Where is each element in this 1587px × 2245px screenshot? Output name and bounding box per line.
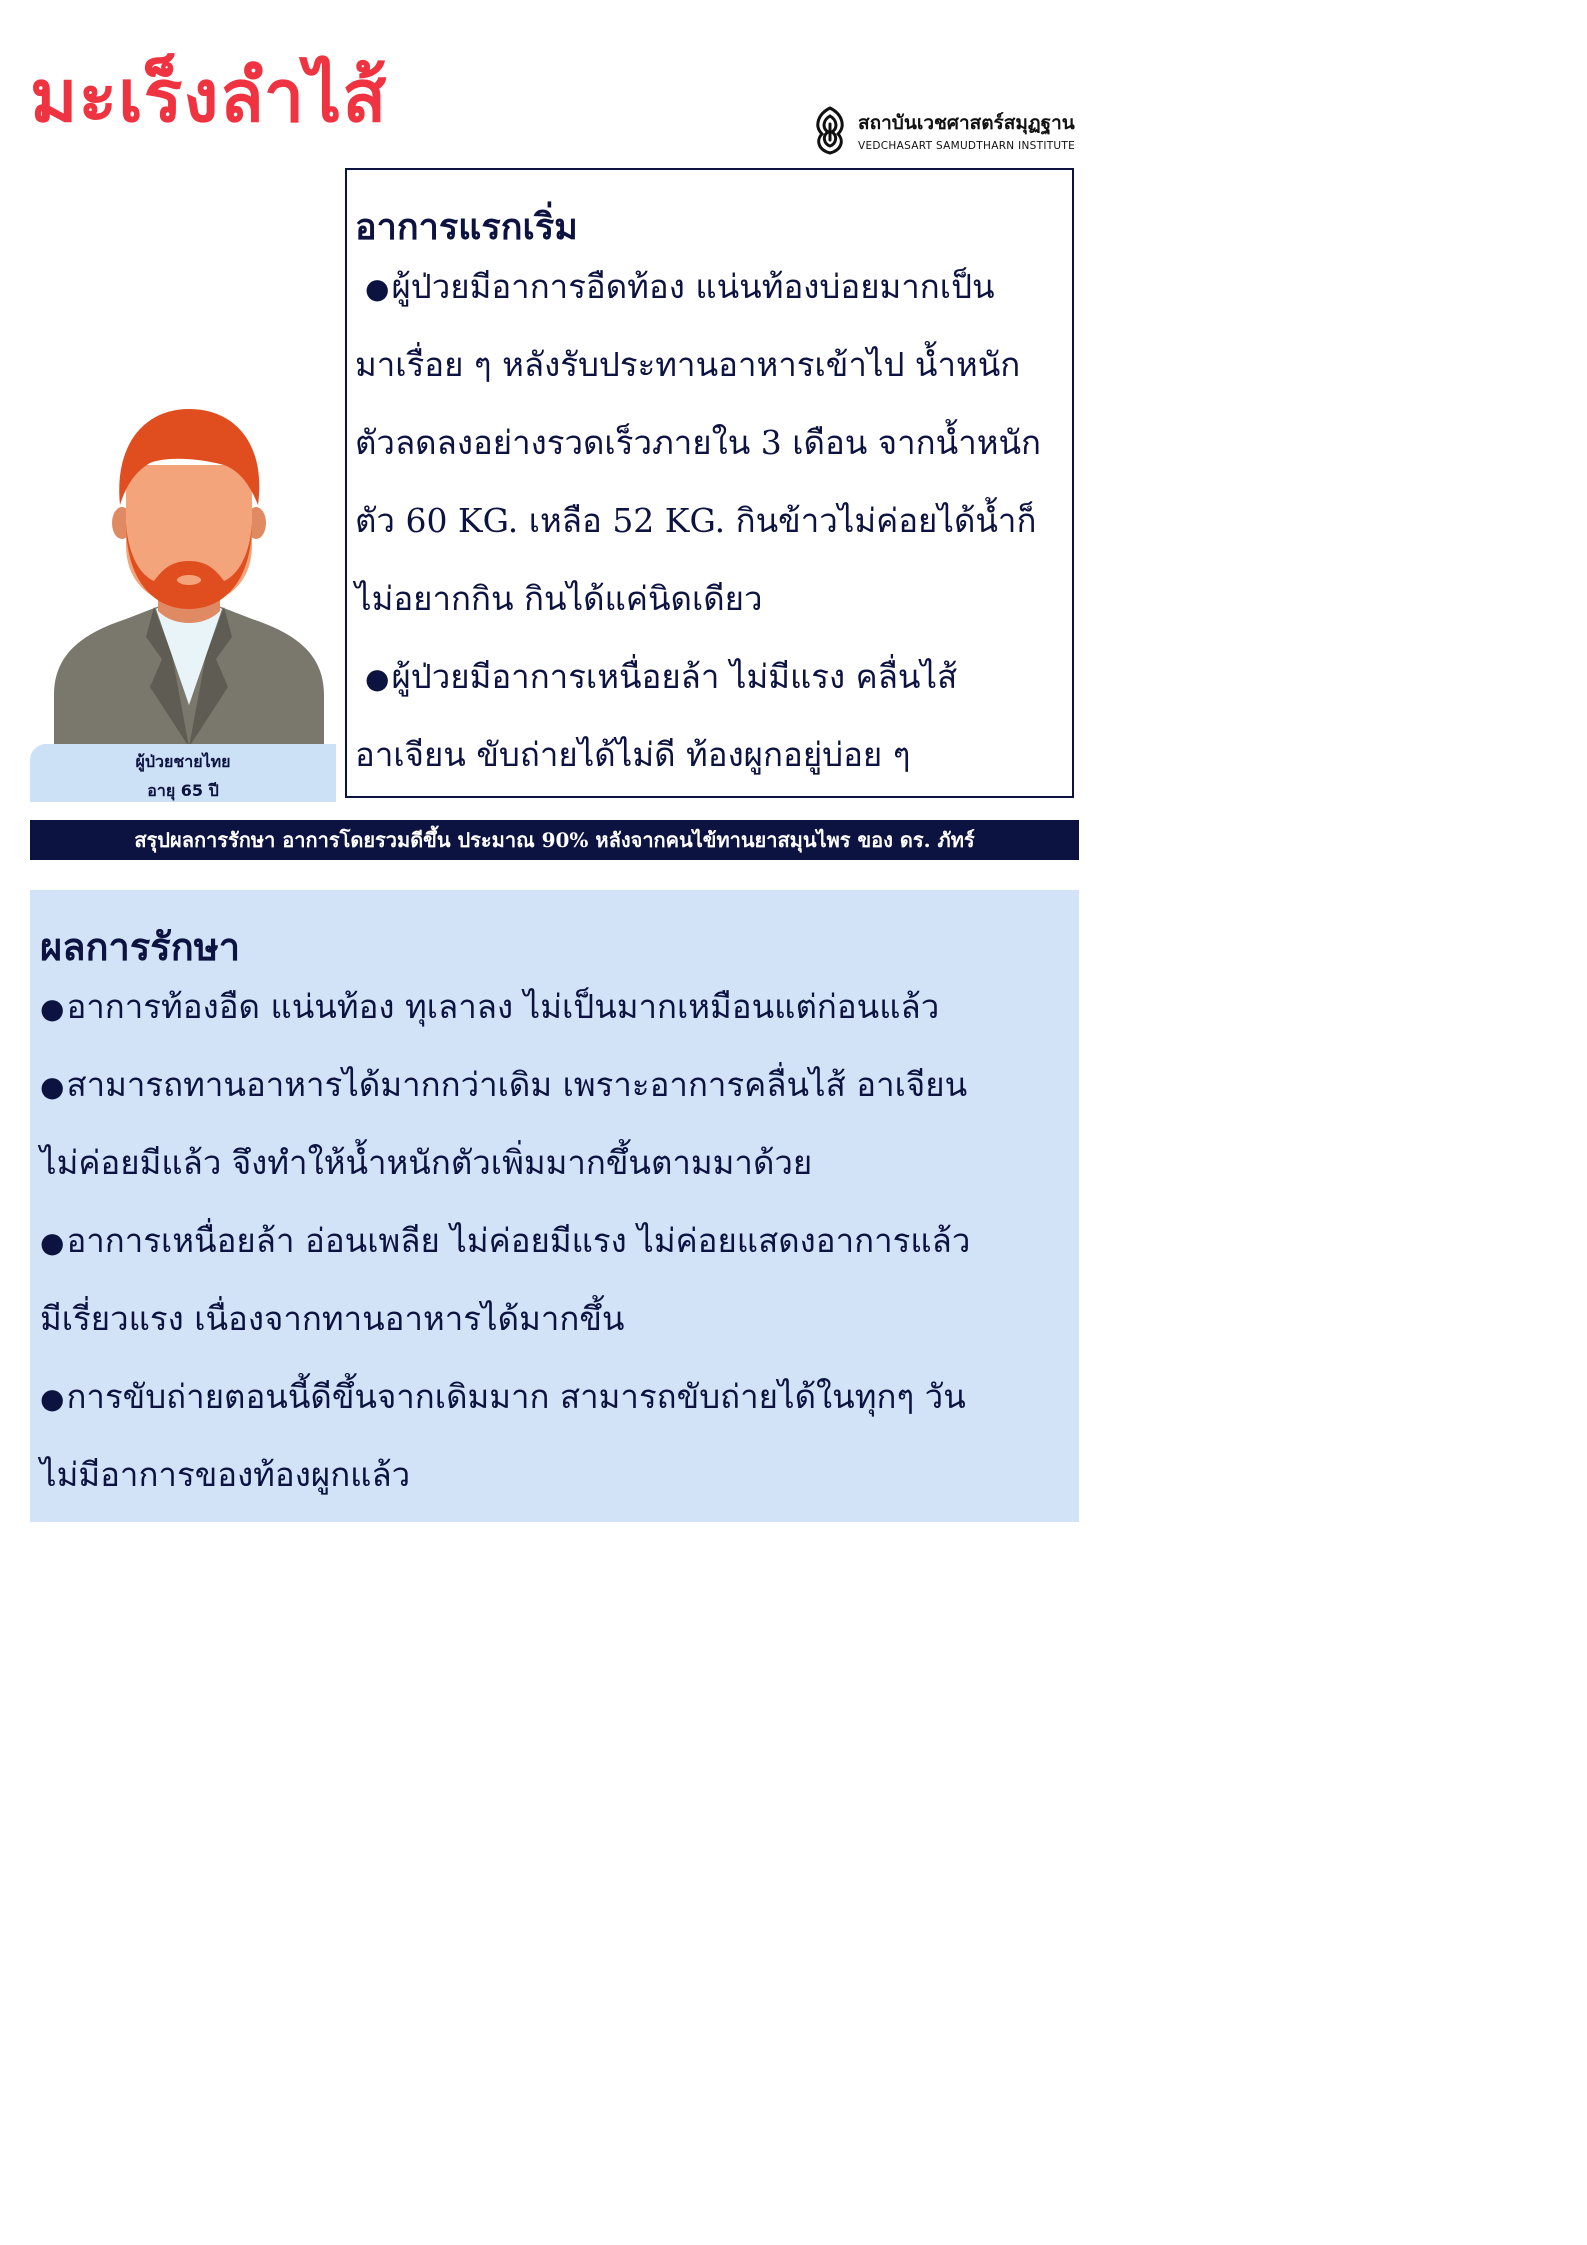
treatment-summary-bar: สรุปผลการรักษา อาการโดยรวมดีขึ้น ประมาณ 90% หลังจากคนไข้ทานยาสมุนไพร ของ ดร. ภัทร์: [30, 820, 1079, 860]
result-text: อาการเหนื่อยล้า อ่อนเพลีย ไม่ค่อยมีแรง ไม่ค่อยแสดงอาการแล้ว: [66, 1221, 971, 1260]
symptom-text: อาเจียน ขับถ่ายได้ไม่ดี ท้องผูกอยู่บ่อย ๆ: [355, 735, 911, 774]
page-title: มะเร็งลำไส้: [30, 54, 388, 138]
bullet-icon: ●: [365, 662, 390, 695]
bullet-icon: ●: [40, 992, 65, 1025]
patient-avatar: [54, 405, 324, 747]
result-text: มีเรี่ยวแรง เนื่องจากทานอาหารได้มากขึ้น: [40, 1299, 625, 1338]
patient-description: ผู้ป่วยชายไทย: [135, 752, 231, 771]
symptom-line: [355, 416, 1041, 469]
bullet-icon: ●: [365, 272, 390, 305]
symptom-text: ไม่อยากกิน กินได้แค่นิดเดียว: [355, 579, 763, 618]
symptom-line: [355, 572, 763, 625]
institute-logo: [808, 104, 1075, 156]
symptom-text: มาเรื่อย ๆ หลังรับประทานอาหารเข้าไป น้ำหนัก: [355, 345, 1021, 384]
symptom-line: [355, 494, 1036, 547]
treatment-results-panel: [30, 890, 1079, 1522]
institute-logo-icon: [808, 104, 852, 156]
result-line: [40, 1214, 970, 1267]
result-text: อาการท้องอืด แน่นท้อง ทุเลาลง ไม่เป็นมากเหมือนแต่ก่อนแล้ว: [66, 987, 940, 1026]
symptom-text: ผู้ป่วยมีอาการอืดท้อง แน่นท้องบ่อยมากเป็น: [391, 267, 995, 306]
symptom-line: [365, 260, 995, 313]
symptom-line: [365, 650, 957, 703]
symptom-text: ตัว 60 KG. เหลือ 52 KG. กินข้าวไม่ค่อยได้น้ำก็: [355, 501, 1037, 540]
result-line: [40, 1292, 624, 1345]
result-text: สามารถทานอาหารได้มากกว่าเดิม เพราะอาการคลื่นไส้ อาเจียน: [66, 1065, 968, 1104]
institute-name-english: VEDCHASART SAMUDTHARN INSTITUTE: [858, 140, 1076, 152]
symptoms-heading: อาการแรกเริ่ม: [355, 206, 578, 248]
result-text: ไม่มีอาการของท้องผูกแล้ว: [40, 1455, 411, 1494]
result-line: [40, 1448, 410, 1501]
result-text: การขับถ่ายตอนนี้ดีขึ้นจากเดิมมาก สามารถขับถ่ายได้ในทุกๆ วัน: [66, 1377, 966, 1416]
avatar-mouth: [177, 575, 201, 585]
result-text: ไม่ค่อยมีแล้ว จึงทำให้น้ำหนักตัวเพิ่มมากขึ้นตามมาด้วย: [40, 1143, 813, 1182]
patient-age: อายุ 65 ปี: [147, 781, 219, 800]
symptom-line: [355, 728, 910, 781]
symptom-text: ตัวลดลงอย่างรวดเร็วภายใน 3 เดือน จากน้ำหนัก: [355, 423, 1042, 462]
bullet-icon: ●: [40, 1226, 65, 1259]
patient-info-label: [30, 744, 336, 802]
symptom-line: [355, 338, 1020, 391]
bullet-icon: ●: [40, 1382, 65, 1415]
results-heading: ผลการรักษา: [40, 924, 241, 969]
result-line: [40, 980, 939, 1033]
initial-symptoms-box: [345, 168, 1074, 798]
symptom-text: ผู้ป่วยมีอาการเหนื่อยล้า ไม่มีแรง คลื่นไส้: [391, 657, 958, 696]
bullet-icon: ●: [40, 1070, 65, 1103]
result-line: [40, 1370, 966, 1423]
institute-name-thai: สถาบันเวชศาสตร์สมุฏฐาน: [858, 112, 1075, 134]
result-line: [40, 1058, 967, 1111]
result-line: [40, 1136, 812, 1189]
